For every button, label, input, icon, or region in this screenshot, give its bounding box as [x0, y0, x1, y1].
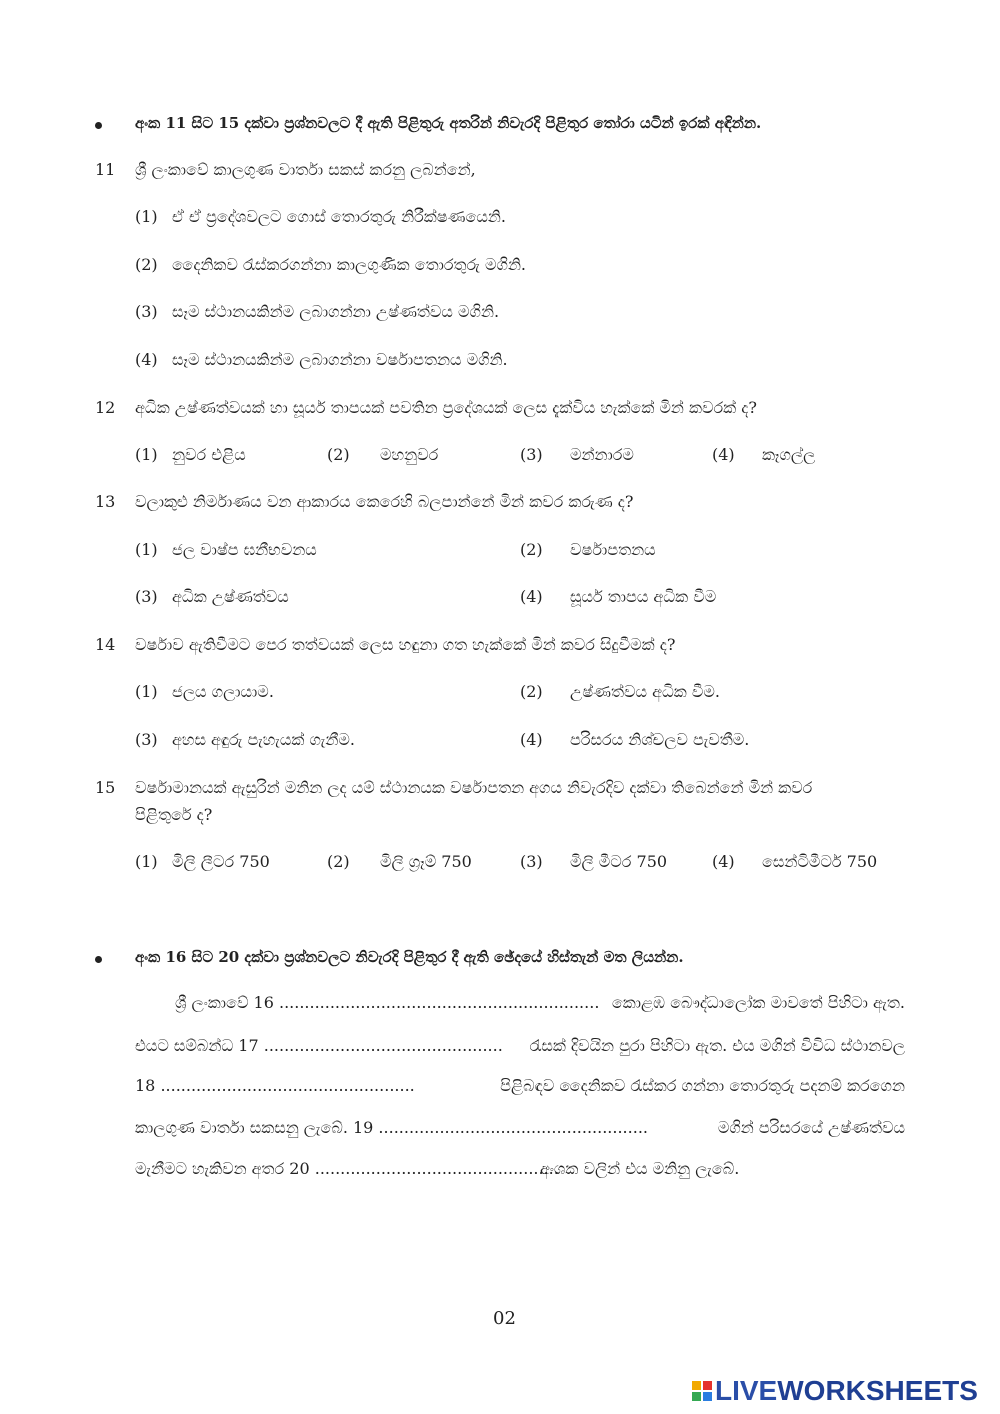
option-label: (1)	[135, 852, 158, 871]
option-label: (2)	[327, 852, 350, 871]
section1-instruction: අංක 11 සිට 15 දක්වා ප්‍රශ්නවලට දී ඇති පිළිතුරු අතරින් නිවැරදි පිළිතුර තෝරා යටින් ඉරක් අඳින්න.	[135, 114, 762, 132]
question-number: 11	[95, 160, 116, 179]
question-text: වර්ෂාමානයක් ඇසුරින් මනින ලද යම් ස්ථානයක වර්ෂාපතන අගය නිවැරදිව දක්වා තිබෙන්නේ මින් කවර	[135, 778, 813, 797]
question-text: අධික උෂ්ණත්වයක් හා සූර්ය තාපයක් පවතින ප්‍රදේශයක් ලෙස දැක්විය හැක්කේ මින් කවරක් ද?	[135, 398, 757, 417]
paragraph-line-3a: 18 ..................................................	[135, 1076, 415, 1095]
option-label: (4)	[520, 587, 543, 606]
option-text[interactable]: සූර්ය තාපය අධික වීම	[570, 587, 717, 606]
option-text[interactable]: ජලය ගලායාම.	[172, 682, 274, 701]
option-text[interactable]: මිලි මීටර 750	[570, 852, 668, 871]
option-label: (4)	[712, 445, 735, 464]
bullet-icon	[95, 122, 102, 129]
logo-text-live: LIVE	[715, 1375, 778, 1406]
logo-squares-icon	[692, 1381, 712, 1401]
option-label: (3)	[135, 587, 158, 606]
option-label: (2)	[520, 682, 543, 701]
option-text[interactable]: කෑගල්ල	[762, 445, 816, 464]
question-number: 14	[95, 635, 116, 654]
option-text[interactable]: අධික උෂ්ණත්වය	[172, 587, 289, 606]
option-text[interactable]: නුවර එළිය	[172, 445, 246, 464]
option-text[interactable]: ඒ ඒ ප්‍රදේශවලට ගොස් තොරතුරු නිරීක්ෂණයෙනි.	[172, 207, 507, 226]
option-label: (2)	[327, 445, 350, 464]
option-label: (3)	[135, 730, 158, 749]
paragraph-line-4a: කාලගුණ වාර්තා සකසනු ලැබේ. 19 .....................................................	[135, 1118, 648, 1137]
question-text: පිළිතුරේ ද?	[135, 805, 213, 824]
liveworksheets-logo	[692, 1374, 978, 1408]
option-label: (1)	[135, 682, 158, 701]
question-text: වලාකුළු නිර්මාණය වන ආකාරය කෙරෙහි බලපාන්නේ මින් කවර කරුණ ද?	[135, 492, 634, 511]
question-number: 13	[95, 492, 116, 511]
option-text[interactable]: මන්නාරම	[570, 445, 634, 464]
option-text[interactable]: උෂ්ණත්වය අධික වීම.	[570, 682, 720, 701]
option-label: (3)	[520, 852, 543, 871]
paragraph-line-1a: ශ්‍රී ලංකාවේ 16 ...............................................................	[175, 993, 600, 1012]
paragraph-line-2b: රැසක් දිවයින පුරා පිහිටා ඇත. එය මගින් විවිධ ස්ථානවල	[529, 1036, 905, 1055]
option-text[interactable]: අහස අඳුරු පැහැයක් ගැනීම.	[172, 730, 355, 749]
option-label: (4)	[712, 852, 735, 871]
option-label: (3)	[520, 445, 543, 464]
logo-text	[715, 1375, 978, 1407]
option-label: (4)	[135, 350, 158, 369]
option-text[interactable]: සෙන්ටිමීටර් 750	[762, 852, 878, 871]
logo-square	[703, 1392, 712, 1401]
logo-square	[703, 1381, 712, 1390]
option-text[interactable]: වර්ෂාපතනය	[570, 540, 656, 559]
page-number: 02	[493, 1308, 516, 1329]
paragraph-line-5b: අංශක වලින් එය මනිනු ලැබේ.	[540, 1159, 740, 1178]
option-text[interactable]: මහනුවර	[380, 445, 439, 464]
question-number: 15	[95, 778, 116, 797]
option-text[interactable]: මිලි ග්‍රෑම් 750	[380, 852, 472, 871]
logo-square	[692, 1381, 701, 1390]
bullet-icon	[95, 956, 102, 963]
question-text: ශ්‍රී ලංකාවේ කාලගුණ වාර්තා සකස් කරනු ලබන්නේ,	[135, 160, 476, 179]
option-text[interactable]: පරිසරය නිශ්චලව පැවතීම.	[570, 730, 750, 749]
option-label: (1)	[135, 445, 158, 464]
option-label: (2)	[135, 255, 158, 274]
section2-instruction: අංක 16 සිට 20 දක්වා ප්‍රශ්නවලට නිවැරදි පිළිතුර දී ඇති ඡේදයේ හිස්තැන් මත ලියන්න.	[135, 948, 684, 966]
paragraph-line-2a: එයට සම්බන්ධ 17 ...............................................	[135, 1036, 503, 1055]
logo-text-worksheets: WORKSHEETS	[777, 1375, 978, 1406]
option-text[interactable]: දෛනිකව රැස්කරගන්නා කාලගුණික තොරතුරු මගිනි.	[172, 255, 527, 274]
option-label: (1)	[135, 540, 158, 559]
logo-square	[692, 1392, 701, 1401]
question-text: වර්ෂාව ඇතිවීමට පෙර තත්වයක් ලෙස හඳුනා ගත හැක්කේ මින් කවර සිදුවීමක් ද?	[135, 635, 676, 654]
paragraph-line-4b: මගින් පරිසරයේ උෂ්ණත්වය	[717, 1118, 905, 1137]
option-text[interactable]: මිලි ලීටර 750	[172, 852, 270, 871]
paragraph-line-1b: කොළඹ බෞද්ධාලෝක මාවතේ පිහිටා ඇත.	[611, 993, 905, 1012]
option-label: (1)	[135, 207, 158, 226]
paragraph-line-3b: පිළිබඳව දෛනිකව රැස්කර ගන්නා තොරතුරු පදනම් කරගෙන	[500, 1076, 905, 1095]
option-label: (3)	[135, 302, 158, 321]
option-text[interactable]: සෑම ස්ථානයකින්ම ලබාගන්නා වර්ෂාපතනය මගිනි.	[172, 350, 508, 369]
option-label: (4)	[520, 730, 543, 749]
question-number: 12	[95, 398, 116, 417]
paragraph-line-5a: මැනීමට හැකිවන අතර 20 ................................................	[135, 1159, 559, 1178]
option-text[interactable]: සෑම ස්ථානයකින්ම ලබාගන්නා උෂ්ණත්වය මගිනි.	[172, 302, 500, 321]
option-text[interactable]: ජල වාෂ්ප ඝනීභවනය	[172, 540, 317, 559]
option-label: (2)	[520, 540, 543, 559]
